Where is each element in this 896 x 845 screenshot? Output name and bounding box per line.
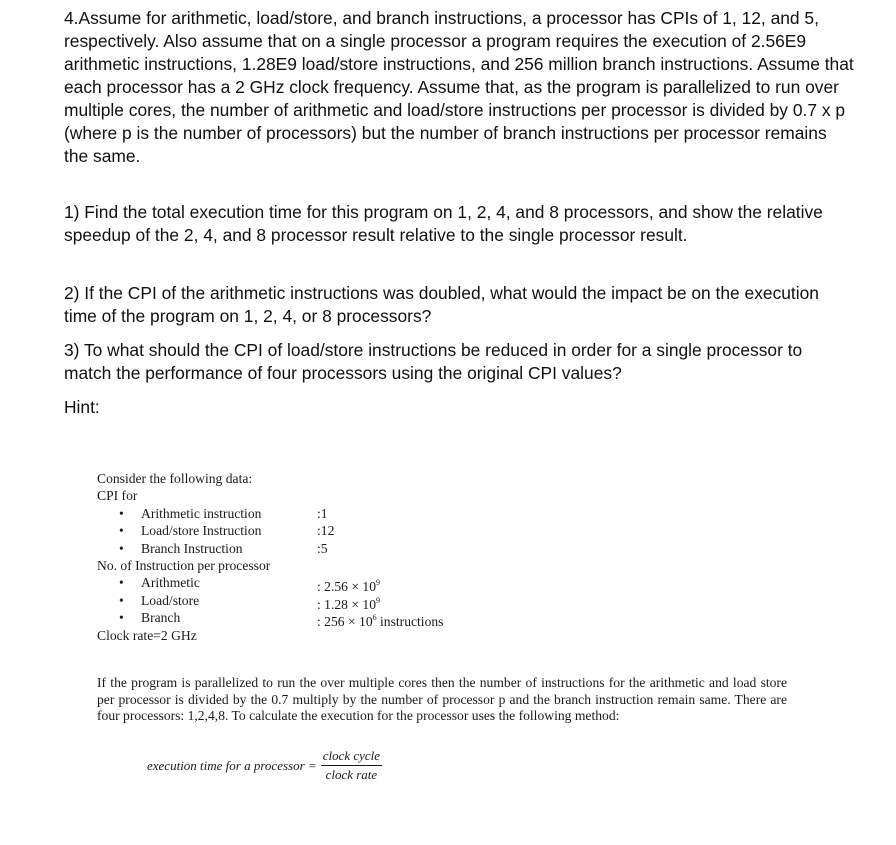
count-label: Branch	[141, 610, 181, 626]
method-paragraph: If the program is parallelized to run the over multiple cores then the number of instructions for the arithmetic and load store per processor is divided by the 0.7 multiply by the number of processor p and the branch instruction remain same. There are four processors: 1,2,4,8. To calculate the execution for the processor uses the following method:	[97, 675, 787, 724]
count-heading: No. of Instruction per processor	[97, 557, 271, 573]
cpi-item-load-store	[97, 522, 797, 539]
clock-rate: Clock rate=2 GHz	[97, 627, 197, 643]
bullet-icon: •	[119, 540, 124, 556]
bullet-icon: •	[119, 575, 124, 591]
cpi-label: Load/store Instruction	[141, 523, 262, 539]
question-main: 4.Assume for arithmetic, load/store, and branch instructions, a processor has CPIs of 1, 12, and 5, respectively. Also assume that on a single processor a program requires the execution of 2.56E9 arithmetic instructions, 1.28E9 load/store instructions, and 256 million branch instructions. Assume that each processor has a 2 GHz clock frequency. Assume that, as the program is parallelized to run over multiple cores, the number of arithmetic and load/store instructions per processor is divided by 0.7 x p (where p is the number of processors) but the number of branch instructions per processor remains the same.	[64, 8, 854, 166]
count-label: Arithmetic	[141, 575, 200, 591]
hint-data-block	[97, 470, 797, 644]
cpi-label: Arithmetic instruction	[141, 505, 262, 521]
count-label: Load/store	[141, 592, 200, 608]
cpi-value: :12	[317, 523, 335, 539]
execution-time-formula	[147, 748, 382, 783]
cpi-label: Branch Instruction	[141, 540, 243, 556]
bullet-icon: •	[119, 592, 124, 608]
bullet-icon: •	[119, 523, 124, 539]
formula-fraction	[321, 748, 382, 783]
cpi-value: :5	[317, 540, 328, 556]
formula-numerator: clock cycle	[321, 748, 382, 766]
formula-lhs: execution time for a processor =	[147, 757, 317, 773]
count-value: : $2.56 \times 10^9$	[317, 578, 381, 595]
question-part-3: 3) To what should the CPI of load/store instructions be reduced in order for a single processor to match the performance of four processors using the original CPI values?	[64, 340, 803, 383]
count-item-branch	[97, 609, 797, 630]
question-part-1: 1) Find the total execution time for this program on 1, 2, 4, and 8 processors, and show the relative speedup of the 2, 4, and 8 processor result relative to the single processor result.	[64, 202, 823, 245]
count-value: : $256 \times 10^6$ instructions	[317, 613, 444, 630]
count-item-arithmetic	[97, 574, 797, 595]
cpi-heading: CPI for	[97, 488, 138, 504]
count-item-load-store	[97, 592, 797, 612]
hint-intro: Consider the following data:	[97, 471, 253, 486]
cpi-value: :1	[317, 505, 328, 521]
hint-label: Hint:	[64, 397, 100, 417]
cpi-item-branch	[97, 540, 797, 557]
question-part-2: 2) If the CPI of the arithmetic instructions was doubled, what would the impact be on the execution time of the program on 1, 2, 4, or 8 processors?	[64, 283, 819, 326]
bullet-icon: •	[119, 505, 124, 521]
formula-denominator: clock rate	[325, 767, 378, 782]
bullet-icon: •	[119, 610, 124, 626]
cpi-item-arithmetic	[97, 505, 797, 522]
count-value: : $1.28 \times 10^9$	[317, 595, 381, 612]
